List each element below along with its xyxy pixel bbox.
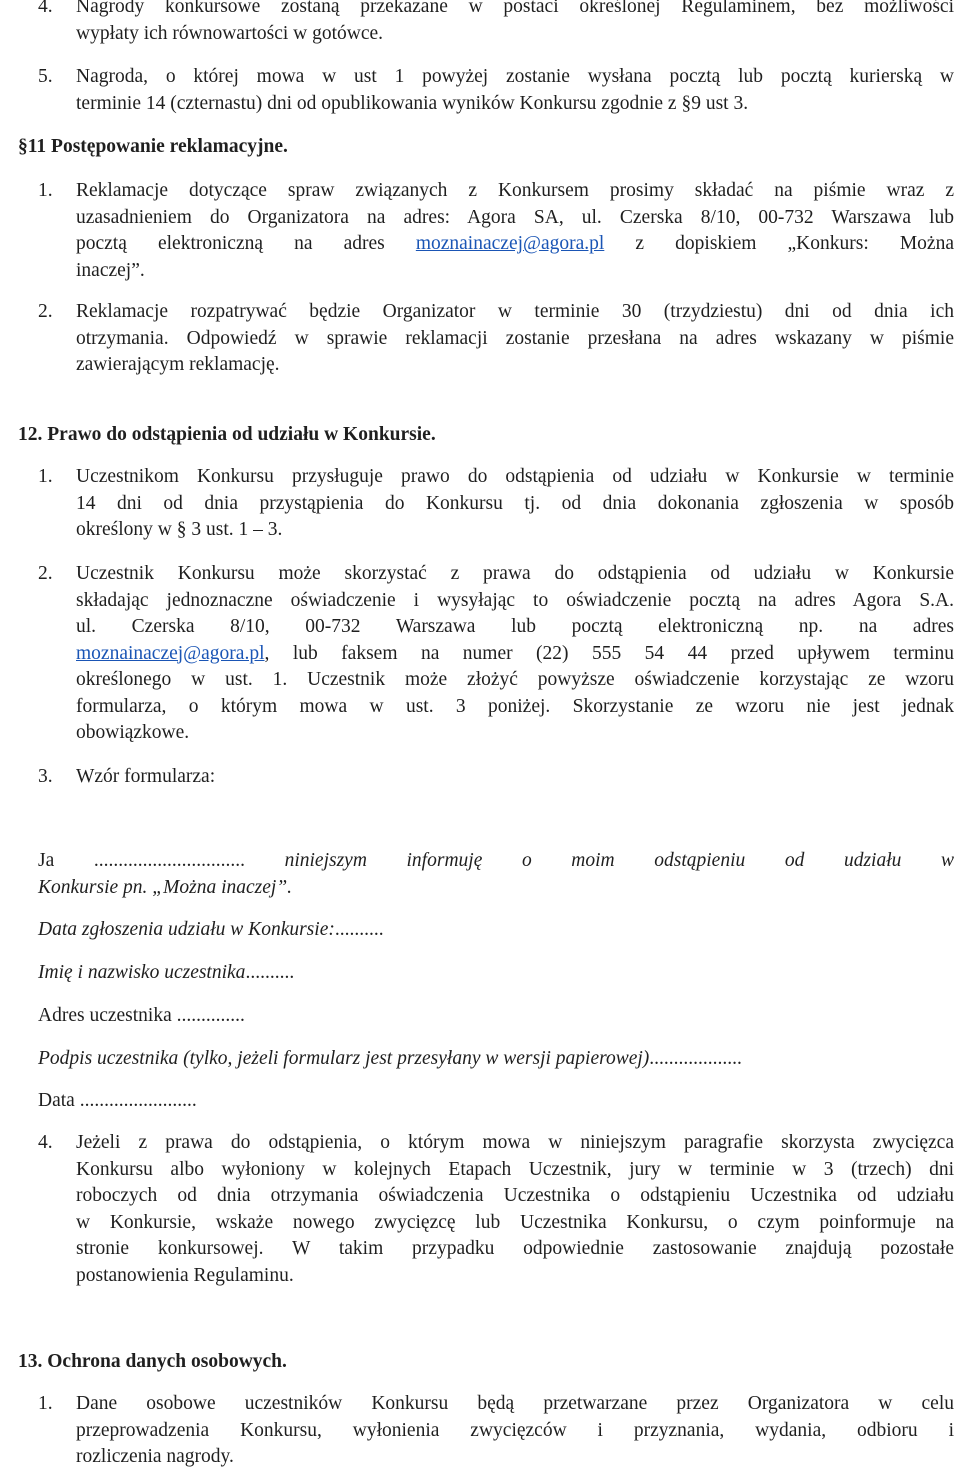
form-field-data: Data ........................ [38, 1090, 197, 1111]
paragraph-line: Uczestnikom Konkursu przysługuje prawo do odstąpienia od udziału w Konkursie w terminie [76, 466, 954, 487]
paragraph-line: postanowienia Regulaminu. [76, 1264, 294, 1286]
item-number: 2. [38, 563, 53, 584]
paragraph-line: Nagroda, o której mowa w ust 1 powyżej zostanie wysłana pocztą lub pocztą kurierską w [76, 66, 954, 87]
form-line: Ja ............................... niniejszym informuję o moim odstąpieniu od udziału w [38, 850, 954, 871]
item-number: 1. [38, 1393, 53, 1414]
section-heading: §11 Postępowanie reklamacyjne. [18, 136, 288, 157]
item-number: 2. [38, 301, 53, 322]
paragraph-line: Reklamacje rozpatrywać będzie Organizator w terminie 30 (trzydziestu) dni od dnia ich [76, 301, 954, 322]
paragraph-line: otrzymania. Odpowiedź w sprawie reklamacji zostanie przesłana na adres wskazany w piśmie [76, 327, 954, 349]
item-number: 4. [38, 0, 53, 17]
paragraph-line: rozliczenia nagrody. [76, 1446, 234, 1467]
paragraph-line: stronie konkursowej. W takim przypadku odpowiednie zastosowanie znajdują pozostałe [76, 1238, 954, 1259]
paragraph-line: Konkursu albo wyłoniony w kolejnych Etapach Uczestnik, jury w terminie w 3 (trzech) dni [76, 1158, 954, 1180]
paragraph-line: zawierającym reklamację. [76, 354, 280, 375]
paragraph-line: formularza, o którym mowa w ust. 3 poniżej. Skorzystanie ze wzoru nie jest jednak [76, 695, 954, 717]
section-heading: 12. Prawo do odstąpienia od udziału w Konkursie. [18, 424, 436, 445]
paragraph-line: Reklamacje dotyczące spraw związanych z Konkursem prosimy składać na piśmie wraz z [76, 180, 954, 201]
item-number: 3. [38, 766, 53, 787]
form-field-signature: Podpis uczestnika (tylko, jeżeli formularz jest przesyłany w wersji papierowej)................... [38, 1048, 742, 1069]
paragraph-line: Wzór formularza: [76, 766, 216, 787]
paragraph-line: ul. Czerska 8/10, 00-732 Warszawa lub pocztą elektroniczną np. na adres [76, 616, 954, 637]
paragraph-line: uzasadnieniem do Organizatora na adres: Agora SA, ul. Czerska 8/10, 00-732 Warszawa lub [76, 206, 954, 228]
form-field-address: Adres uczestnika .............. [38, 1005, 245, 1026]
paragraph-line: terminie 14 (czternastu) dni od opublikowania wyników Konkursu zgodnie z §9 ust 3. [76, 92, 749, 114]
email-link[interactable]: moznainaczej@agora.pl [415, 233, 605, 254]
form-field-date: Data zgłoszenia udziału w Konkursie:.......... [38, 919, 384, 940]
item-number: 1. [38, 180, 53, 201]
item-number: 4. [38, 1132, 53, 1153]
paragraph-line: w Konkursie, wskaże nowego zwycięzcę lub Uczestnika Konkursu, o czym poinformuje na [76, 1211, 954, 1233]
form-line: Konkursie pn. „Można inaczej”. [38, 876, 293, 898]
paragraph-line: Uczestnik Konkursu może skorzystać z prawa do odstąpienia od udziału w Konkursie [76, 563, 954, 584]
paragraph-line: wypłaty ich równowartości w gotówce. [76, 22, 384, 44]
paragraph-line: określony w § 3 ust. 1 – 3. [76, 519, 283, 540]
paragraph-line: inaczej”. [76, 259, 145, 281]
paragraph-line: określonego w ust. 1. Uczestnik może złożyć powyższe oświadczenie korzystając ze wzoru [76, 669, 954, 690]
item-number: 5. [38, 66, 53, 87]
paragraph-line: Dane osobowe uczestników Konkursu będą przetwarzane przez Organizatora w celu [76, 1393, 954, 1414]
paragraph-line: obowiązkowe. [76, 722, 190, 743]
paragraph-line: składając jednoznaczne oświadczenie i wysyłając to oświadczenie pocztą na adres Agora S.A. [76, 589, 954, 611]
paragraph-line: roboczych od dnia otrzymania oświadczenia Uczestnika o odstąpieniu Uczestnika od udziału [76, 1185, 954, 1206]
paragraph-line: Jeżeli z prawa do odstąpienia, o którym mowa w niniejszym paragrafie skorzysta zwycięzca [76, 1132, 954, 1153]
paragraph-line: przeprowadzenia Konkursu, wyłonienia zwycięzców i przyznania, wydania, odbioru i [76, 1419, 954, 1441]
paragraph-line: moznainaczej@agora.pl, lub faksem na numer (22) 555 54 44 przed upływem terminu [76, 642, 954, 664]
form-field-name: Imię i nazwisko uczestnika.......... [38, 962, 295, 983]
paragraph-line: pocztą elektroniczną na adres moznainaczej@agora.pl z dopiskiem „Konkurs: Można [76, 233, 954, 254]
email-link[interactable]: moznainaczej@agora.pl [76, 642, 265, 664]
form-template-intro [38, 848, 954, 901]
section-heading: 13. Ochrona danych osobowych. [18, 1351, 287, 1372]
paragraph-line: 14 dni od dnia przystąpienia do Konkursu tj. od dnia dokonania zgłoszenia w sposób [76, 492, 954, 514]
item-number: 1. [38, 466, 53, 487]
paragraph-line: Nagrody konkursowe zostaną przekazane w postaci określonej Regulaminem, bez możliwości [76, 0, 954, 17]
